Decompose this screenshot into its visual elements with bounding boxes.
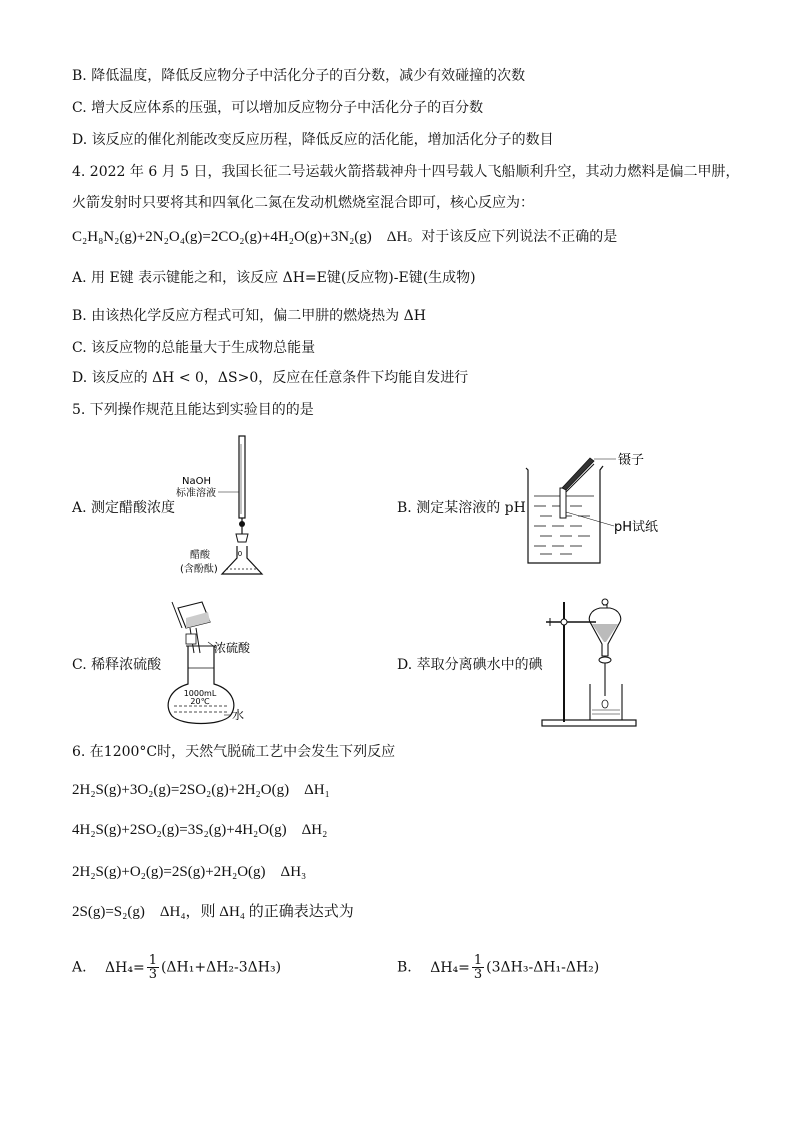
q6-option-a-rhs: (ΔH₁+ΔH₂-3ΔH₃) — [160, 959, 282, 976]
q4-equation: C₂H₈N₂(g)+2N₂O₄(g)=2CO₂(g)+4H₂O(g)+3N₂(g) ΔH — [72, 229, 408, 245]
figure-a-titration — [170, 434, 280, 584]
q6-equation-1: 2H₂S(g)+3O₂(g)=2SO₂(g)+2H₂O(g) ΔH₁ — [72, 782, 330, 798]
q6-option-b-rhs: (3ΔH₃-ΔH₁-ΔH₂) — [486, 959, 600, 976]
q4-equation-line — [72, 227, 617, 247]
fig-a-label-naoh: NaOH — [182, 476, 211, 487]
q4-option-d: D. 该反应的 ΔH < 0，ΔS>0，反应在任意条件下均能自发进行 — [72, 370, 469, 386]
q6-option-b-numerator: 1 — [473, 953, 483, 968]
q6-option-b-lhs: ΔH₄= — [430, 959, 470, 976]
q4-option-b: B. 由该热化学反应方程式可知，偏二甲肼的燃烧热为 ΔH — [72, 308, 426, 324]
q6-option-a-lhs: ΔH₄= — [105, 959, 145, 976]
q5-option-c: C. 稀释浓硫酸 — [72, 657, 162, 673]
svg-text:0: 0 — [237, 550, 243, 558]
q6-equation-3: 2H₂S(g)+O₂(g)=2S(g)+2H₂O(g) ΔH₃ — [72, 864, 307, 880]
figure-c-dilution — [150, 598, 260, 728]
q6-option-b-denominator: 3 — [473, 967, 483, 982]
figure-b-ph-test — [520, 448, 680, 568]
q6-option-a-label: A. — [72, 959, 87, 976]
q4-equation-tail: 。对于该反应下列说法不正确的是 — [407, 229, 618, 245]
q6-option-a — [72, 954, 281, 981]
q6-option-a-denominator: 3 — [148, 967, 157, 982]
fig-c-label-temp: 20℃ — [190, 697, 210, 706]
q6-option-b-label: B. — [397, 959, 412, 976]
q3-option-d: D. 该反应的催化剂能改变反应历程，降低反应的活化能，增加活化分子的数目 — [72, 132, 554, 148]
fig-c-label-volume: 1000mL — [183, 689, 217, 698]
q6-option-b-fraction — [472, 954, 484, 981]
fig-a-label-indicator: (含酚酞) — [180, 564, 218, 575]
q3-option-b: B. 降低温度，降低反应物分子中活化分子的百分数，减少有效碰撞的次数 — [72, 68, 526, 84]
q4-option-a: A. 用 E键 表示键能之和，该反应 ΔH=E键(反应物)-E键(生成物) — [72, 270, 476, 286]
q6-option-b — [397, 954, 599, 981]
q6-equation-2: 4H₂S(g)+2SO₂(g)=3S₂(g)+4H₂O(g) ΔH₂ — [72, 822, 328, 838]
fig-b-label-tweezers: 镊子 — [618, 453, 645, 468]
q5-option-d: D. 萃取分离碘水中的碘 — [397, 657, 543, 673]
figure-d-extraction — [540, 596, 640, 728]
fig-a-label-acid: 醋酸 — [190, 550, 210, 561]
fig-b-label-ph-paper: pH试纸 — [614, 520, 659, 535]
q6-option-a-numerator: 1 — [148, 953, 157, 968]
fig-a-label-standard: 标准溶液 — [176, 488, 216, 499]
q3-option-c: C. 增大反应体系的压强，可以增加反应物分子中活化分子的百分数 — [72, 100, 484, 116]
q6-stem: 6. 在1200°C时，天然气脱硫工艺中会发生下列反应 — [72, 744, 396, 760]
fig-c-label-acid: 浓硫酸 — [214, 641, 251, 655]
q4-option-c: C. 该反应物的总能量大于生成物总能量 — [72, 340, 316, 356]
q4-stem-line2: 火箭发射时只要将其和四氧化二氮在发动机燃烧室混合即可，核心反应为： — [72, 195, 534, 211]
q5-option-a: A. 测定醋酸浓度 — [72, 500, 176, 516]
q5-option-b: B. 测定某溶液的 pH — [397, 500, 526, 516]
fig-c-label-water: 水 — [232, 708, 245, 722]
q4-stem-line1: 4. 2022 年 6 月 5 日，我国长征二号运载火箭搭载神舟十四号载人飞船顺利升空，其动力燃料是偏二甲肼， — [72, 164, 740, 180]
q6-equation-4: 2S(g)=S₂(g) ΔH₄，则 ΔH₄ 的正确表达式为 — [72, 904, 354, 920]
q5-stem: 5. 下列操作规范且能达到实验目的的是 — [72, 402, 314, 418]
q6-option-a-fraction — [147, 954, 159, 981]
